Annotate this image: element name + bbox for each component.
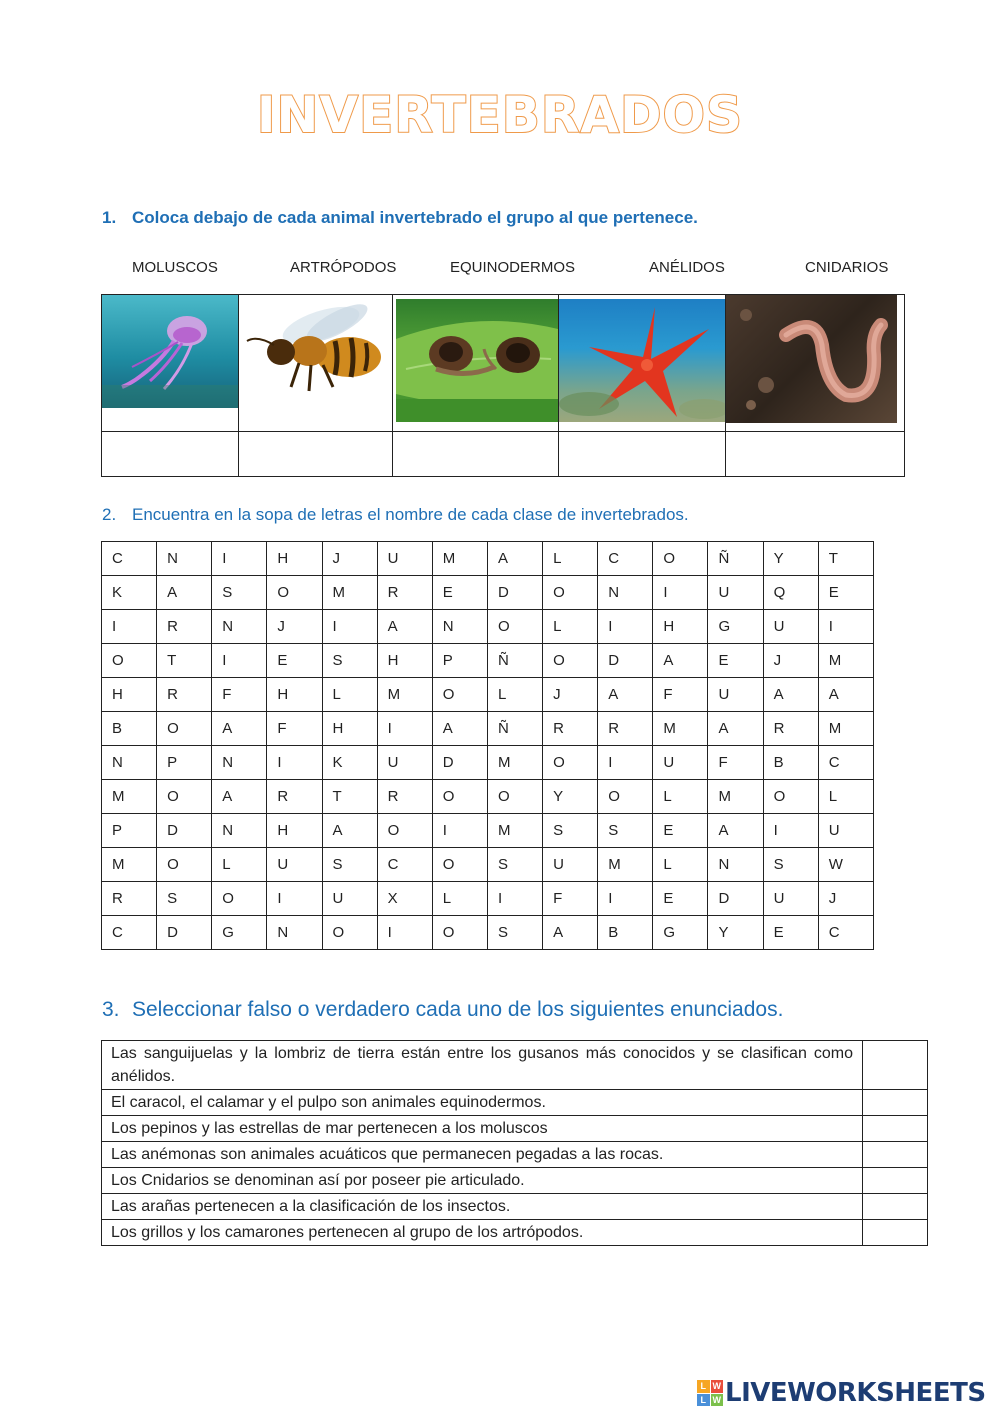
letter-cell[interactable]: A <box>377 610 432 644</box>
letter-cell[interactable]: H <box>102 678 157 712</box>
letter-cell[interactable]: L <box>487 678 542 712</box>
page-title: INVERTEBRADOS <box>256 86 744 144</box>
statement-text: Los pepinos y las estrellas de mar pertenecen a los moluscos <box>102 1116 863 1142</box>
letter-cell[interactable]: A <box>708 814 763 848</box>
letter-cell[interactable]: N <box>157 542 212 576</box>
letter-cell[interactable]: L <box>653 780 708 814</box>
letter-cell[interactable]: U <box>708 678 763 712</box>
letter-cell[interactable]: O <box>763 780 818 814</box>
letter-cell[interactable]: R <box>377 780 432 814</box>
letter-cell[interactable]: I <box>598 882 653 916</box>
letter-cell[interactable]: M <box>322 576 377 610</box>
letter-cell[interactable]: A <box>212 712 267 746</box>
letter-cell[interactable]: M <box>432 542 487 576</box>
letter-cell[interactable]: P <box>102 814 157 848</box>
letter-cell[interactable]: I <box>653 576 708 610</box>
letter-cell[interactable]: M <box>818 712 873 746</box>
letter-cell[interactable]: N <box>102 746 157 780</box>
animal-cell <box>726 295 905 432</box>
question-number: 3. <box>102 998 120 1021</box>
letter-cell[interactable]: M <box>653 712 708 746</box>
statement-text: Las sanguijuelas y la lombriz de tierra están entre los gusanos más conocidos y se clasifican como anélidos. <box>102 1041 863 1090</box>
letter-cell[interactable]: C <box>818 916 873 950</box>
letter-cell[interactable]: K <box>102 576 157 610</box>
letter-cell[interactable]: H <box>267 542 322 576</box>
letter-cell[interactable]: D <box>708 882 763 916</box>
true-false-answer-box[interactable] <box>863 1041 928 1090</box>
letter-cell[interactable]: A <box>653 644 708 678</box>
letter-cell[interactable]: G <box>653 916 708 950</box>
letter-cell[interactable]: M <box>708 780 763 814</box>
question-text: Seleccionar falso o verdadero cada uno de los siguientes enunciados. <box>132 998 784 1021</box>
letter-cell[interactable]: U <box>543 848 598 882</box>
letter-cell[interactable]: O <box>377 814 432 848</box>
letter-cell[interactable]: M <box>487 746 542 780</box>
grid-row <box>102 814 874 848</box>
letter-cell[interactable]: L <box>818 780 873 814</box>
logo-tile: W <box>712 1394 721 1405</box>
answer-cell[interactable] <box>102 432 239 477</box>
true-false-table <box>101 1040 928 1246</box>
letter-cell[interactable]: W <box>818 848 873 882</box>
statement-row <box>102 1090 928 1116</box>
letter-cell[interactable]: O <box>598 780 653 814</box>
letter-cell[interactable]: O <box>432 848 487 882</box>
letter-cell[interactable]: A <box>212 780 267 814</box>
letter-cell[interactable]: S <box>487 916 542 950</box>
letter-cell[interactable]: I <box>267 882 322 916</box>
letter-cell[interactable]: J <box>763 644 818 678</box>
letter-cell[interactable]: N <box>267 916 322 950</box>
letter-cell[interactable]: L <box>543 542 598 576</box>
brand-name: LIVEWORKSHEETS <box>725 1378 986 1408</box>
answer-cell[interactable] <box>559 432 726 477</box>
letter-cell[interactable]: G <box>212 916 267 950</box>
letter-cell[interactable]: A <box>322 814 377 848</box>
letter-cell[interactable]: A <box>543 916 598 950</box>
letter-cell[interactable]: U <box>377 542 432 576</box>
group-names <box>0 259 1000 279</box>
letter-cell[interactable]: I <box>267 746 322 780</box>
letter-cell[interactable]: A <box>598 678 653 712</box>
statement-text: Los Cnidarios se denominan así por poseer pie articulado. <box>102 1168 863 1194</box>
letter-cell[interactable]: N <box>598 576 653 610</box>
letter-cell[interactable]: O <box>432 780 487 814</box>
letter-cell[interactable]: S <box>598 814 653 848</box>
true-false-answer-box[interactable] <box>863 1168 928 1194</box>
animal-cell <box>393 295 559 432</box>
letter-cell[interactable]: B <box>102 712 157 746</box>
letter-cell[interactable]: A <box>157 576 212 610</box>
question-number: 2. <box>102 505 117 524</box>
letter-cell[interactable]: M <box>818 644 873 678</box>
letter-cell[interactable]: M <box>102 780 157 814</box>
letter-cell[interactable]: S <box>763 848 818 882</box>
grid-row <box>102 746 874 780</box>
letter-cell[interactable]: E <box>763 916 818 950</box>
true-false-answer-box[interactable] <box>863 1142 928 1168</box>
letter-cell[interactable]: U <box>763 610 818 644</box>
letter-cell[interactable]: H <box>653 610 708 644</box>
letter-cell[interactable]: P <box>432 644 487 678</box>
group-label-equinodermos: EQUINODERMOS <box>450 259 576 276</box>
logo-tile: L <box>697 1380 710 1393</box>
letter-cell[interactable]: E <box>653 814 708 848</box>
letter-cell[interactable]: U <box>267 848 322 882</box>
letter-cell[interactable]: Q <box>763 576 818 610</box>
letter-cell[interactable]: J <box>322 542 377 576</box>
letter-cell[interactable]: O <box>157 848 212 882</box>
answer-cell[interactable] <box>239 432 393 477</box>
group-label-cnidarios: CNIDARIOS <box>805 259 889 276</box>
letter-cell[interactable]: A <box>818 678 873 712</box>
letter-cell[interactable]: O <box>212 882 267 916</box>
liveworksheets-logo <box>697 1377 986 1409</box>
letter-cell[interactable]: T <box>157 644 212 678</box>
bee-image <box>239 295 392 395</box>
question-2 <box>102 505 689 525</box>
letter-cell[interactable]: M <box>377 678 432 712</box>
letter-cell[interactable]: T <box>818 542 873 576</box>
letter-cell[interactable]: O <box>322 916 377 950</box>
letter-cell[interactable]: A <box>487 542 542 576</box>
letter-cell[interactable]: O <box>157 780 212 814</box>
letter-cell[interactable]: L <box>432 882 487 916</box>
letter-cell[interactable]: K <box>322 746 377 780</box>
grid-row <box>102 916 874 950</box>
letter-cell[interactable]: O <box>157 712 212 746</box>
answer-cell[interactable] <box>726 432 905 477</box>
letter-cell[interactable]: D <box>157 916 212 950</box>
question-text: Coloca debajo de cada animal invertebrado el grupo al que pertenece. <box>132 208 698 227</box>
letter-cell[interactable]: N <box>212 610 267 644</box>
letter-cell[interactable]: U <box>653 746 708 780</box>
letter-cell[interactable]: O <box>653 542 708 576</box>
letter-cell[interactable]: E <box>432 576 487 610</box>
statement-row <box>102 1116 928 1142</box>
animal-cell <box>559 295 726 432</box>
letter-cell[interactable]: A <box>763 678 818 712</box>
letter-cell[interactable]: R <box>377 576 432 610</box>
grid-row <box>102 712 874 746</box>
letter-cell[interactable]: U <box>377 746 432 780</box>
letter-cell[interactable]: A <box>432 712 487 746</box>
letter-cell[interactable]: O <box>543 644 598 678</box>
letter-cell[interactable]: C <box>102 916 157 950</box>
letter-cell[interactable]: O <box>487 780 542 814</box>
statement-text: Las anémonas son animales acuáticos que permanecen pegadas a las rocas. <box>102 1142 863 1168</box>
letter-cell[interactable]: I <box>487 882 542 916</box>
letter-cell[interactable]: L <box>322 678 377 712</box>
logo-tile: W <box>712 1381 721 1392</box>
letter-cell[interactable]: M <box>102 848 157 882</box>
jellyfish-image <box>102 295 238 408</box>
letter-cell[interactable]: X <box>377 882 432 916</box>
letter-cell[interactable]: I <box>598 610 653 644</box>
true-false-answer-box[interactable] <box>863 1220 928 1246</box>
answer-cell[interactable] <box>393 432 559 477</box>
letter-cell[interactable]: I <box>818 610 873 644</box>
grid-row <box>102 848 874 882</box>
letter-cell[interactable]: Ñ <box>487 644 542 678</box>
letter-cell[interactable]: O <box>543 746 598 780</box>
letter-cell[interactable]: D <box>157 814 212 848</box>
letter-cell[interactable]: I <box>377 916 432 950</box>
letter-cell[interactable]: H <box>377 644 432 678</box>
letter-cell[interactable]: B <box>598 916 653 950</box>
letter-cell[interactable]: A <box>708 712 763 746</box>
letter-cell[interactable]: L <box>212 848 267 882</box>
letter-cell[interactable]: C <box>102 542 157 576</box>
statement-text: El caracol, el calamar y el pulpo son animales equinodermos. <box>102 1090 863 1116</box>
letter-cell[interactable]: I <box>763 814 818 848</box>
letter-cell[interactable]: Ñ <box>487 712 542 746</box>
letter-cell[interactable]: U <box>322 882 377 916</box>
letter-cell[interactable]: R <box>102 882 157 916</box>
statement-row <box>102 1168 928 1194</box>
logo-mark-icon <box>697 1380 723 1406</box>
animal-cell <box>102 295 239 432</box>
letter-cell[interactable]: I <box>322 610 377 644</box>
question-text: Encuentra en la sopa de letras el nombre de cada clase de invertebrados. <box>132 505 689 524</box>
letter-cell[interactable]: S <box>487 848 542 882</box>
statement-row <box>102 1220 928 1246</box>
letter-cell[interactable]: S <box>543 814 598 848</box>
grid-row <box>102 542 874 576</box>
letter-cell[interactable]: S <box>157 882 212 916</box>
letter-cell[interactable]: U <box>708 576 763 610</box>
letter-cell[interactable]: O <box>267 576 322 610</box>
snails-image <box>396 299 558 422</box>
logo-tile: L <box>697 1394 710 1407</box>
letter-cell[interactable]: M <box>598 848 653 882</box>
letter-cell[interactable]: F <box>653 678 708 712</box>
letter-cell[interactable]: N <box>708 848 763 882</box>
statement-row <box>102 1194 928 1220</box>
letter-cell[interactable]: N <box>212 814 267 848</box>
letter-cell[interactable]: S <box>322 848 377 882</box>
letter-cell[interactable]: J <box>818 882 873 916</box>
group-label-artropodos: ARTRÓPODOS <box>290 259 397 276</box>
statement-row <box>102 1041 928 1090</box>
grid-row <box>102 610 874 644</box>
letter-cell[interactable]: T <box>322 780 377 814</box>
letter-cell[interactable]: R <box>543 712 598 746</box>
earthworm-image <box>726 295 897 423</box>
letter-cell[interactable]: N <box>432 610 487 644</box>
letter-cell[interactable]: N <box>212 746 267 780</box>
letter-cell[interactable]: R <box>267 780 322 814</box>
letter-cell[interactable]: O <box>102 644 157 678</box>
letter-cell[interactable]: F <box>212 678 267 712</box>
letter-cell[interactable]: S <box>212 576 267 610</box>
question-3 <box>102 998 783 1022</box>
letter-cell[interactable]: I <box>102 610 157 644</box>
letter-cell[interactable]: C <box>818 746 873 780</box>
letter-cell[interactable]: I <box>432 814 487 848</box>
letter-cell[interactable]: R <box>157 678 212 712</box>
word-search-grid <box>101 541 874 950</box>
letter-cell[interactable]: Y <box>763 542 818 576</box>
letter-cell[interactable]: B <box>763 746 818 780</box>
letter-cell[interactable]: H <box>267 814 322 848</box>
grid-row <box>102 678 874 712</box>
letter-cell[interactable]: I <box>377 712 432 746</box>
letter-cell[interactable]: Ñ <box>708 542 763 576</box>
letter-cell[interactable]: C <box>598 542 653 576</box>
true-false-answer-box[interactable] <box>863 1116 928 1142</box>
letter-cell[interactable]: U <box>818 814 873 848</box>
letter-cell[interactable]: C <box>377 848 432 882</box>
grid-row <box>102 644 874 678</box>
true-false-answer-box[interactable] <box>863 1090 928 1116</box>
letter-cell[interactable]: O <box>432 678 487 712</box>
letter-cell[interactable]: G <box>708 610 763 644</box>
letter-cell[interactable]: F <box>267 712 322 746</box>
letter-cell[interactable]: I <box>598 746 653 780</box>
letter-cell[interactable]: U <box>763 882 818 916</box>
group-label-moluscos: MOLUSCOS <box>132 259 218 276</box>
question-1 <box>102 208 698 228</box>
letter-cell[interactable]: R <box>598 712 653 746</box>
grid-row <box>102 882 874 916</box>
letter-cell[interactable]: H <box>267 678 322 712</box>
letter-cell[interactable]: D <box>487 576 542 610</box>
true-false-answer-box[interactable] <box>863 1194 928 1220</box>
group-label-anelidos: ANÉLIDOS <box>649 259 725 276</box>
starfish-image <box>559 299 725 422</box>
letter-cell[interactable]: O <box>432 916 487 950</box>
letter-cell[interactable]: I <box>212 542 267 576</box>
letter-cell[interactable]: O <box>487 610 542 644</box>
letter-cell[interactable]: O <box>543 576 598 610</box>
letter-cell[interactable]: J <box>267 610 322 644</box>
letter-cell[interactable]: E <box>267 644 322 678</box>
letter-cell[interactable]: F <box>708 746 763 780</box>
statement-text: Las arañas pertenecen a la clasificación de los insectos. <box>102 1194 863 1220</box>
letter-cell[interactable]: Y <box>543 780 598 814</box>
question-number: 1. <box>102 208 117 227</box>
grid-row <box>102 780 874 814</box>
letter-cell[interactable]: J <box>543 678 598 712</box>
letter-cell[interactable]: E <box>653 882 708 916</box>
letter-cell[interactable]: R <box>763 712 818 746</box>
letter-cell[interactable]: M <box>487 814 542 848</box>
animals-table <box>101 294 905 477</box>
letter-cell[interactable]: R <box>157 610 212 644</box>
letter-cell[interactable]: P <box>157 746 212 780</box>
letter-cell[interactable]: I <box>212 644 267 678</box>
grid-row <box>102 576 874 610</box>
statement-row <box>102 1142 928 1168</box>
letter-cell[interactable]: L <box>543 610 598 644</box>
letter-cell[interactable]: F <box>543 882 598 916</box>
letter-cell[interactable]: L <box>653 848 708 882</box>
letter-cell[interactable]: D <box>598 644 653 678</box>
statement-text: Los grillos y los camarones pertenecen al grupo de los artrópodos. <box>102 1220 863 1246</box>
letter-cell[interactable]: H <box>322 712 377 746</box>
letter-cell[interactable]: S <box>322 644 377 678</box>
letter-cell[interactable]: D <box>432 746 487 780</box>
letter-cell[interactable]: Y <box>708 916 763 950</box>
letter-cell[interactable]: E <box>818 576 873 610</box>
animal-cell <box>239 295 393 432</box>
letter-cell[interactable]: E <box>708 644 763 678</box>
